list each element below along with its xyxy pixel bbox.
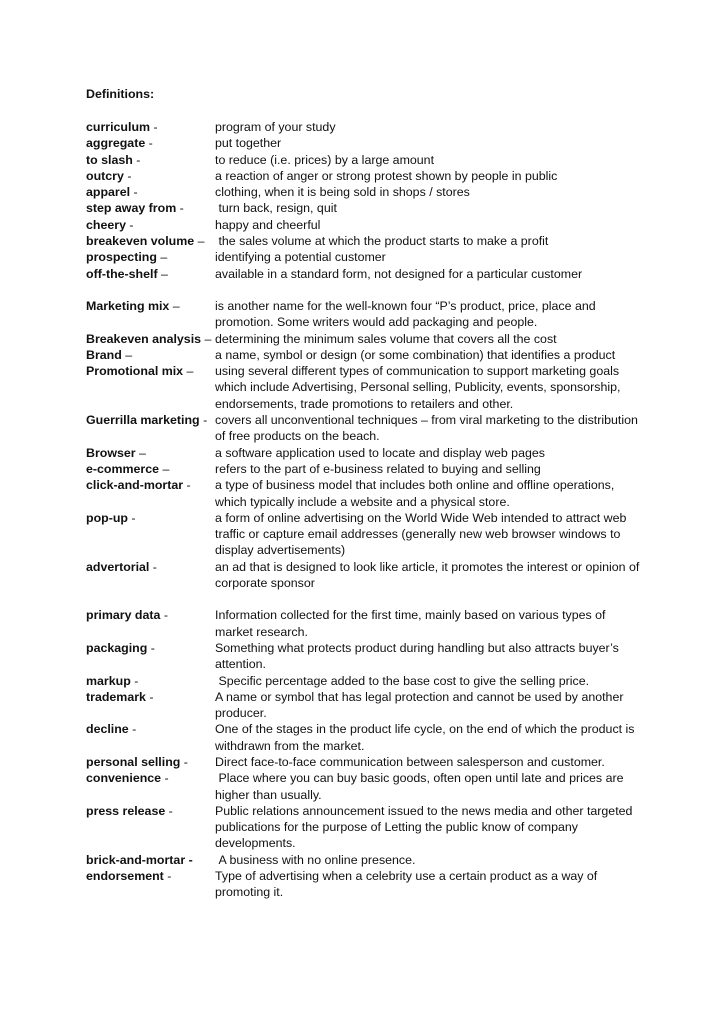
definition-entry [86,412,646,445]
definition-text: a form of online advertising on the World Wide Web intended to attract web traffic or capture email addresses (generally new web browser windows to display advertisements) [215,510,630,558]
definition-entry [86,477,646,510]
document-page [86,86,646,917]
definition-entry [86,249,646,265]
term-separator: – [169,298,180,313]
term-word: decline [86,722,129,737]
term-cell [86,217,215,233]
definition-entry [86,363,646,412]
term-word: apparel [86,185,131,200]
term-word: advertorial [86,559,150,574]
term-separator: - [145,689,154,704]
definition-text: covers all unconventional techniques – from viral marketing to the distribution of free products on the beach. [215,413,642,444]
term-separator: – [157,266,168,281]
term-separator: - [161,771,169,786]
term-word: click-and-mortar [86,478,184,493]
term-word: to slash [86,152,133,167]
term-cell [86,607,215,623]
term-cell [86,461,215,477]
term-cell [86,298,215,314]
definition-text: a name, symbol or design (or some combination) that identifies a product [215,347,616,362]
term-cell [86,477,215,493]
term-separator: - [125,217,134,232]
definition-text: Something what protects product during handling but also attracts buyer’s attention. [215,640,623,672]
definition-entry [86,152,646,168]
term-word: primary data [86,608,161,623]
term-separator: – [194,234,205,249]
term-separator: - [160,608,168,623]
definition-entry [86,770,646,803]
term-separator: – [135,445,146,460]
definition-text: happy and cheerful [215,217,321,232]
definition-entry [86,868,646,901]
term-cell [86,168,215,184]
definition-text: an ad that is designed to look like article, it promotes the interest or opinion of corporate sponsor [215,559,643,591]
definition-text: refers to the part of e-business related to buying and selling [215,461,541,476]
definition-entry [86,168,646,184]
definition-text: using several different types of communication to support marketing goals which include Advertising, Personal selling, Publicity, events, sponsorship, endorsements, trade promotions to retailers and other. [215,364,624,411]
term-word: pop-up [86,510,128,525]
definition-entry [86,559,646,592]
term-separator: – [159,461,170,476]
definition-entry [86,461,646,477]
definition-entry [86,754,646,770]
term-cell [86,412,215,428]
definition-text: turn back, resign, quit [215,201,337,216]
term-cell [86,200,215,216]
term-cell [86,152,215,168]
definition-entry [86,184,646,200]
term-word: packaging [86,640,148,655]
definition-text: Place where you can buy basic goods, often open until late and prices are higher than usually. [215,771,627,802]
definition-entry [86,689,646,722]
definition-text: a software application used to locate and display web pages [215,445,545,460]
definition-entry [86,331,646,347]
term-separator: – [156,250,168,265]
term-cell [86,266,215,282]
definition-text: clothing, when it is being sold in shops / stores [215,185,470,200]
definition-entry [86,721,646,754]
term-separator: – [201,331,212,346]
term-cell [86,233,215,249]
term-word: personal selling [86,754,181,769]
term-word: convenience [86,771,162,786]
term-word: endorsement [86,869,164,884]
definition-entry [86,445,646,461]
term-cell [86,689,215,705]
term-word: aggregate [86,136,146,151]
definition-text: Public relations announcement issued to the news media and other targeted publications for the purpose of Letting the public know of company developments. [215,803,636,851]
definition-entry [86,266,646,282]
term-word: off-the-shelf [86,266,158,281]
term-cell [86,363,215,379]
term-separator: – [121,347,133,362]
term-cell [86,721,215,737]
term-separator: - [165,803,173,818]
definition-text: Specific percentage added to the base cost to give the selling price. [215,673,590,688]
term-separator: - [123,168,132,183]
term-cell [86,754,215,770]
definition-entry [86,233,646,249]
term-cell [86,770,215,786]
term-separator: - [180,754,188,769]
term-cell [86,347,215,363]
term-cell [86,119,215,135]
term-word: Browser [86,445,136,460]
term-separator: - [199,413,208,428]
page-heading: Definitions: [86,87,155,101]
term-cell [86,249,215,265]
term-separator: - [149,559,157,574]
definition-text: put together [215,136,282,151]
definition-entry [86,640,646,673]
definition-group [86,298,646,591]
definition-text: available in a standard form, not designed for a particular customer [215,266,583,281]
definition-text: Information collected for the first time, mainly based on various types of market research. [215,608,609,639]
definition-text: program of your study [215,120,336,134]
term-cell [86,445,215,461]
term-separator: - [132,152,141,167]
term-separator: - [176,201,184,216]
definition-entry [86,119,646,135]
term-cell [86,559,215,575]
definition-text: identifying a potential customer [215,250,386,265]
definitions-glossary [86,119,646,901]
term-separator: - [130,185,138,200]
definition-entry [86,852,646,868]
term-cell [86,852,215,868]
term-separator: - [163,869,172,884]
term-cell [86,673,215,689]
definition-entry [86,200,646,216]
term-word: brick-and-mortar - [86,852,193,867]
term-word: Brand [86,347,122,362]
term-word: Guerrilla marketing [86,413,200,428]
definition-text: A name or symbol that has legal protection and cannot be used by another producer. [215,689,627,721]
definition-entry [86,135,646,151]
term-cell [86,184,215,200]
definition-entry [86,298,646,331]
term-separator: - [128,722,137,737]
term-word: outcry [86,168,124,183]
definition-text: determining the minimum sales volume that covers all the cost [215,331,557,346]
term-separator: - [145,136,153,151]
term-word: Marketing mix [86,298,170,313]
definition-entry [86,803,646,852]
term-word: curriculum [86,120,151,134]
term-cell [86,868,215,884]
term-word: Promotional mix [86,364,184,379]
term-separator: - [150,120,158,134]
term-separator: – [183,364,194,379]
definition-text: Type of advertising when a celebrity use a certain product as a way of promoting it. [215,869,601,900]
definition-entry [86,347,646,363]
term-word: prospecting [86,250,157,265]
term-cell [86,803,215,819]
definition-group [86,607,646,900]
term-separator: - [130,673,139,688]
definition-entry [86,607,646,640]
definition-entry [86,217,646,233]
term-cell [86,510,215,526]
term-word: Breakeven analysis [86,331,202,346]
term-word: press release [86,803,166,818]
term-word: e-commerce [86,461,160,476]
term-word: markup [86,673,131,688]
term-separator: - [183,478,191,493]
term-word: step away from [86,201,177,216]
term-word: cheery [86,217,126,232]
definition-text: A business with no online presence. [215,852,416,867]
definition-entry [86,510,646,559]
definition-group [86,119,646,282]
term-cell [86,135,215,151]
definition-text: is another name for the well-known four “P’s product, price, place and promotion. Some writers would add packaging and people. [215,298,600,330]
term-word: breakeven volume [86,234,195,249]
term-cell [86,640,215,656]
definition-text: a type of business model that includes both online and offline operations, which typically include a website and a physical store. [215,478,618,509]
definition-text: Direct face-to-face communication between salesperson and customer. [215,754,605,769]
definition-entry [86,673,646,689]
definition-text: One of the stages in the product life cycle, on the end of which the product is withdrawn from the market. [215,722,638,753]
definition-text: to reduce (i.e. prices) by a large amount [215,152,435,167]
term-word: trademark [86,689,146,704]
definition-text: the sales volume at which the product starts to make a profit [215,234,549,249]
term-cell [86,331,215,347]
term-separator: - [147,640,155,655]
term-separator: - [127,510,136,525]
definition-text: a reaction of anger or strong protest shown by people in public [215,168,558,183]
